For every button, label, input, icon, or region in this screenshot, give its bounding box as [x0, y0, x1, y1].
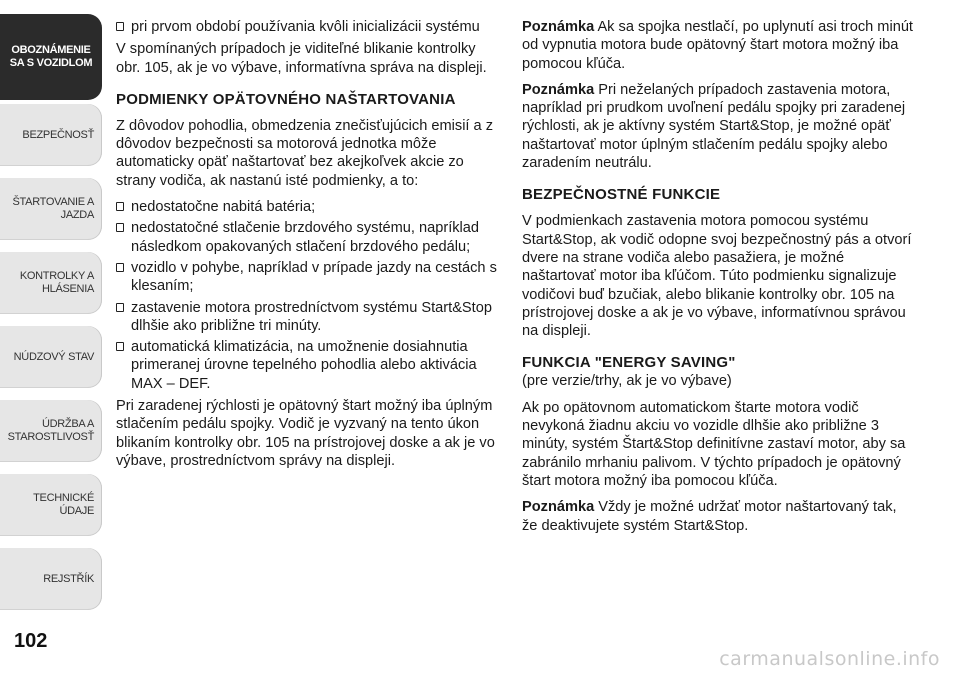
- tab-bezpecnost[interactable]: BEZPEČNOSŤ: [0, 104, 102, 166]
- note-paragraph: Poznámka Ak sa spojka nestlačí, po uplynutí asi troch minút od vypnutia motora bude opätovný štart motora možný iba pomocou kľúča.: [522, 19, 913, 72]
- subheading: (pre verzie/trhy, ak je vo výbave): [522, 373, 732, 390]
- tab-udrzba[interactable]: ÚDRŽBA A STAROSTLIVOSŤ: [0, 400, 102, 462]
- tab-nudzovy-stav[interactable]: NÚDZOVÝ STAV: [0, 326, 102, 388]
- chapter-sidebar: [0, 0, 104, 678]
- list-item: nedostatočné stlačenie brzdového systému, napríklad následkom opakovaných stlačení brzdového pedálu;: [116, 219, 500, 256]
- watermark: carmanualsonline.info: [719, 648, 940, 670]
- list-item: pri prvom období používania kvôli inicializácii systému: [116, 18, 500, 36]
- tab-rejstrik[interactable]: REJSTŘÍK: [0, 548, 102, 610]
- note-paragraph: Poznámka Vždy je možné udržať motor naštartovaný tak, že deaktivujete systém Start&Stop.: [522, 499, 897, 534]
- paragraph: Ak po opätovnom automatickom štarte motora vodič nevykoná žiadnu akciu vo vozidle dlhšie ako približne 3 minúty, systém Štart&Stop definitívne zastaví motor, aby sa zabránilo mrhaniu palivom. V týchto prípadoch je opätovný štart motora možný iba pomocou kľúča.: [522, 399, 906, 489]
- list-item: zastavenie motora prostredníctvom systému Start&Stop dlhšie ako približne tri minúty.: [116, 299, 500, 336]
- note-label: Poznámka: [522, 19, 595, 35]
- section-heading-safety: BEZPEČNOSTNÉ FUNKCIE: [522, 186, 721, 204]
- tab-oboznamenie[interactable]: OBOZNÁMENIE SA S VOZIDLOM: [0, 14, 102, 100]
- tab-technicke-udaje[interactable]: TECHNICKÉ ÚDAJE: [0, 474, 102, 536]
- section-heading-restart: PODMIENKY OPÄTOVNÉHO NAŠTARTOVANIA: [116, 90, 456, 108]
- note-label: Poznámka: [522, 499, 595, 516]
- list-item: automatická klimatizácia, na umožnenie dosiahnutia primeranej úrovne tepelného pohodlia alebo aktivácia MAX – DEF.: [116, 338, 500, 393]
- left-column: [116, 18, 500, 478]
- paragraph: Pri zaradenej rýchlosti je opätovný štart možný iba úplným stlačením pedálu spojky. Vodič je vyzvaný na tento úkon blikaním kontrolky obr. 105 na prístrojovej doske a ak je vo výbave, prostredníctvom správy na displeji.: [116, 398, 495, 469]
- page-number: 102: [14, 630, 48, 652]
- tab-kontrolky[interactable]: KONTROLKY A HLÁSENIA: [0, 252, 102, 314]
- note-label: Poznámka: [522, 81, 595, 98]
- paragraph: V podmienkach zastavenia motora pomocou systému Start&Stop, ak vodič odopne svoj bezpečnostný pás a otvorí dvere na strane vodiča alebo pasažiera, je možné naštartovať motor iba kľúčom. Túto podmienku signalizuje vodičovi buď bzučiak, alebo blikanie kontrolky obr. 105 na prístrojovej doske a ak je vo výbave, informatívnou správou na displeji.: [522, 213, 912, 340]
- bullet-list-conditions: [116, 198, 500, 393]
- section-heading-energy: FUNKCIA "ENERGY SAVING": [522, 354, 736, 372]
- bullet-list-top: [116, 18, 500, 36]
- note-paragraph: Poznámka Pri neželaných prípadoch zastavenia motora, napríklad pri prudkom uvoľnení pedálu spojky pri zaradenej rýchlosti, ak je aktívny systém Start&Stop, je možné opäť naštartovať motor úplným stlačením pedálu spojky alebo zaradením neutrálu.: [522, 81, 906, 172]
- list-item: vozidlo v pohybe, napríklad v prípade jazdy na cestách s klesaním;: [116, 259, 500, 296]
- paragraph: V spomínaných prípadoch je viditeľné blikanie kontrolky obr. 105, ak je vo výbave, informatívna správa na displeji.: [116, 41, 487, 76]
- tab-startovanie[interactable]: ŠTARTOVANIE A JAZDA: [0, 178, 102, 240]
- right-column: [522, 18, 914, 543]
- list-item: nedostatočne nabitá batéria;: [116, 198, 500, 216]
- paragraph: Z dôvodov pohodlia, obmedzenia znečisťujúcich emisií a z dôvodov bezpečnosti sa motorová jednotka môže automaticky opäť naštartovať bez akejkoľvek akcie zo strany vodiča, ak nastanú isté podmienky, a to:: [116, 117, 494, 189]
